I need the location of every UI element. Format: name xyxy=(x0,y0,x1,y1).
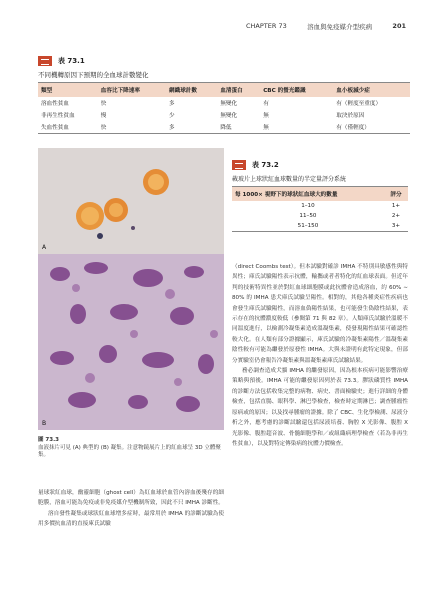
micrograph-a xyxy=(38,148,224,254)
column-header: 網織球計數 xyxy=(166,83,217,98)
table-cell: 取決於原因 xyxy=(336,113,365,119)
table-label: 表 73.2 xyxy=(252,161,279,169)
table-cell: 無變化 xyxy=(220,101,238,107)
figure-label-b: B xyxy=(42,420,47,427)
table-cell: 非再生性貧血 xyxy=(41,113,75,119)
table-cell: 51–150 xyxy=(232,221,384,232)
table-row xyxy=(232,221,408,232)
micrograph-b xyxy=(38,254,224,430)
page-number: 201 xyxy=(392,22,406,30)
paragraph: （direct Coombs test）。但本試驗對確診 IMHA 不特別具敏感性與特異性；庫氏試驗陽性表示抗體，輸攜或者者特化的紅血球表面。但近年判的技術特異性並於對紅血球細胞膜或此抗體會造成溶血，約 60% ∼ 80% 的 IMHA 患犬庫氏試驗呈陽性。相對的，其他各種炎症性疾病也會發生庫氏試驗陽性，而溶血偽陽性結果，也可能發生偽陰性結果，表示存在的抗體濃度較低（參閱第 71 與 82 章）。人類庫氏試驗於溫暖不同溫度進行，以檢測冷凝集素造成溫凝集素，使發現陽性結果可確認性較大化。在人類有部分證據顯示，庫氏試驗的冷凝集素陽性／溫凝集素陰性較有可能為繼發於原發性 IMHA。大與未證明有此特定現象，但部分實驗室仍會報告冷凝集素與溫凝集素庫氏試驗結果。 xyxy=(232,264,408,364)
column-header: 類型 xyxy=(38,83,98,98)
figure-caption xyxy=(38,437,224,460)
table-title: 載玻片上球狀紅血球數量的半定量評分系統 xyxy=(232,176,347,183)
caption-text: 血液抹片可見 (A) 典型的 (B) 凝集。注意物鏡展片上的紅血球呈 3D 立體聚集。 xyxy=(38,444,221,458)
figure-number: 圖 73.3 xyxy=(38,437,59,443)
table-cell: 多 xyxy=(169,101,175,107)
table-icon xyxy=(38,56,52,66)
column-header: CBC 的螢光鑑識 xyxy=(260,83,333,98)
chapter-number: CHAPTER 73 xyxy=(246,22,287,30)
table-cell: 有（輕度至重度） xyxy=(336,101,382,107)
table-row xyxy=(38,97,410,109)
table-row xyxy=(38,109,410,121)
left-column-text xyxy=(38,488,224,530)
table-cell: 1–10 xyxy=(301,203,315,209)
column-header: 血清蛋白 xyxy=(217,83,260,98)
table-cell: 無 xyxy=(260,121,333,134)
column-header: 每 1000× 視野下的球狀紅血球大約數量 xyxy=(232,187,384,202)
table-cell: 失血性貧血 xyxy=(38,121,98,134)
running-header xyxy=(246,22,406,31)
table-73-2 xyxy=(232,160,408,232)
table-cell: 有（僅輕度） xyxy=(333,121,410,134)
table-cell: 11–50 xyxy=(299,213,317,219)
table-row xyxy=(232,211,408,221)
agglutination-image xyxy=(38,254,224,430)
table-icon xyxy=(232,160,246,170)
table-cell: 快 xyxy=(98,121,166,134)
table-cell: 降低 xyxy=(217,121,260,134)
column-header: 血小板減少症 xyxy=(333,83,410,98)
right-column-text xyxy=(232,262,408,449)
table-header-row xyxy=(38,83,410,98)
table-cell: 1+ xyxy=(391,203,401,209)
table-cell: 2+ xyxy=(391,213,401,219)
table-cell: 溶血性貧血 xyxy=(41,101,69,107)
paragraph: 務必調查造成犬貓 IMHA 的繼發原因，因為根本疾病可能影響治療策略與預後。IMHA 可能的繼發原因列於表 73.3。膠狀磷質性 IMHA 的診斷方法包括收集完整的病物、病史、書面檢驗史；進行詳細的身體檢查，包括直腸、眼科學、淋巴學檢查，檢查時定期淋巴；調查腫瘤性原病或的原因；以及找尋腫瘤的證據。除了 CBC、生化學檢測、尿液分析之外，應考慮的診斷試驗還包括尿液培養、胸腔 X 光影像、腹腔 X 光影像、腹腔超音波、骨髓細胞學和／或組織病理學檢查（若為非再生性貧血），以及對特定傳染病的抗體力價檢查。 xyxy=(232,368,408,447)
table-cell: 無變化 xyxy=(220,113,238,119)
paragraph: 溶自發性凝集或球狀紅血球增多症時，最常用於 IMHA 的診斷試驗為使用多價抗血清的直接庫氏試驗 xyxy=(38,510,224,528)
table-cell: 無 xyxy=(263,113,269,119)
table-label: 表 73.1 xyxy=(58,57,85,65)
table-cell: 3+ xyxy=(384,221,408,232)
table-row xyxy=(38,121,410,134)
chapter-title: 溶血與免疫媒介型疾病 xyxy=(307,23,373,31)
spherocyte-image xyxy=(38,148,224,254)
paragraph: 量球狀紅血球，幽靈細胞（ghost cell）為紅血球於血管內溶血後殘存的細胞膜，溶血可能為免疫或非免疫媒介型機制所致，因此不只 IMHA 診斷性。 xyxy=(38,490,224,507)
table-cell: 快 xyxy=(100,101,107,107)
table-73-1 xyxy=(38,56,410,134)
table-header-row xyxy=(232,187,408,202)
table-row xyxy=(232,201,408,211)
figure-label-a: A xyxy=(42,244,47,251)
table-cell: 有 xyxy=(263,101,269,107)
column-header: 評分 xyxy=(384,187,408,202)
table-title: 不同機轉原因下預期的全血球計數變化 xyxy=(38,71,149,79)
table-cell: 多 xyxy=(166,121,217,134)
column-header: 血容比下降速率 xyxy=(98,83,166,98)
table-cell: 少 xyxy=(169,113,175,119)
table-cell: 慢 xyxy=(100,113,107,119)
